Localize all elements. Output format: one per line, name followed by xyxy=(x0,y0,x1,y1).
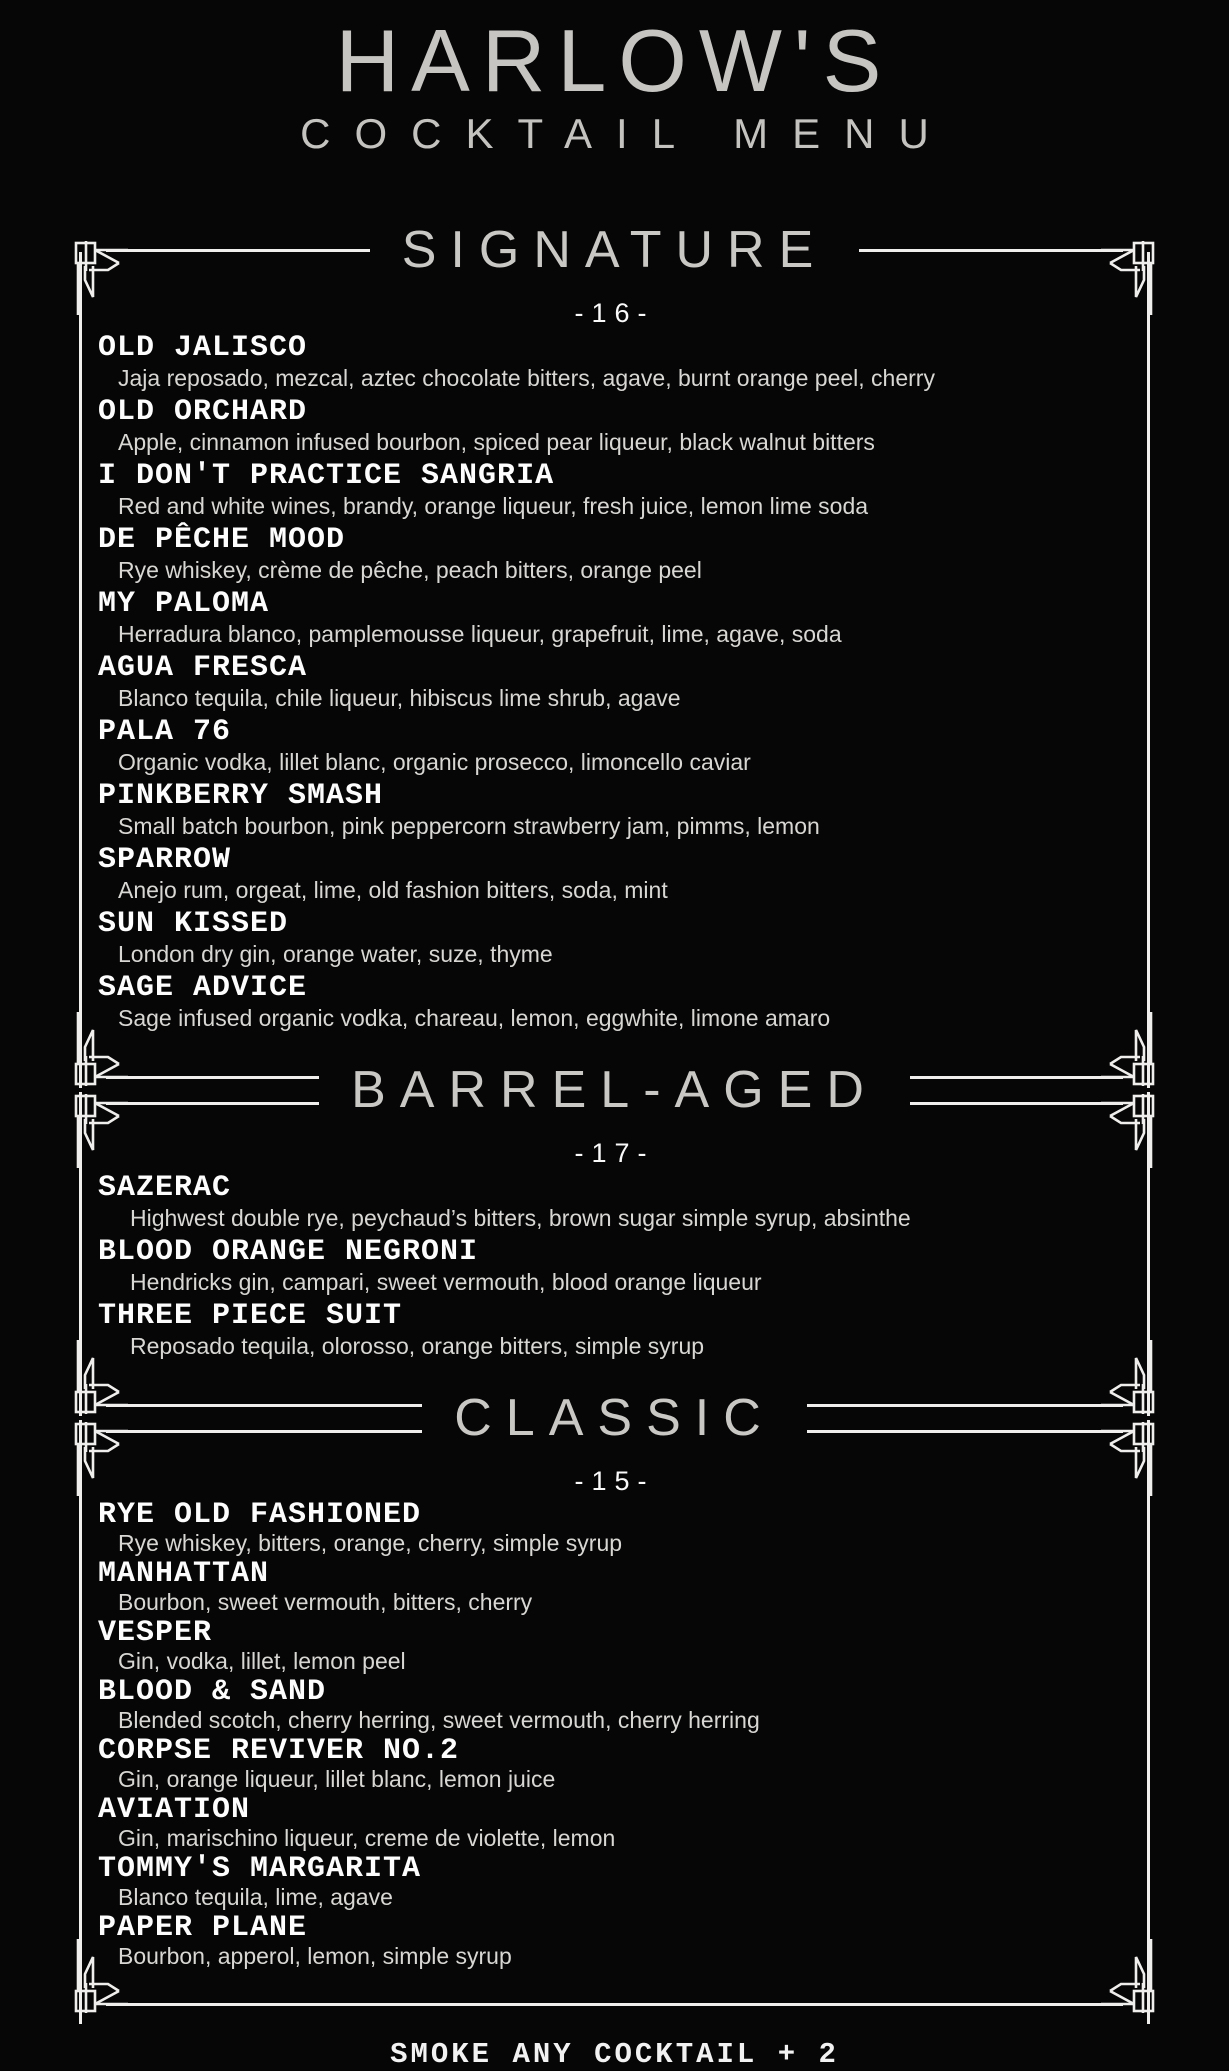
item-description: Blanco tequila, lime, agave xyxy=(118,1884,393,1910)
menu-item xyxy=(98,586,1229,650)
item-name: OLD JALISCO xyxy=(98,331,308,365)
frame-line xyxy=(106,1076,319,1079)
item-name: RYE OLD FASHIONED xyxy=(98,1498,422,1532)
frame-line-pair xyxy=(910,1076,1123,1105)
frame-line xyxy=(910,1102,1123,1105)
item-description: Hendricks gin, campari, sweet vermouth, blood orange liqueur xyxy=(130,1269,762,1295)
menu-item xyxy=(98,458,1229,522)
menu-item xyxy=(98,714,1229,778)
frame-bottom xyxy=(0,1986,1229,2022)
frame-side-line xyxy=(1147,1420,1150,2024)
section-title: SIGNATURE xyxy=(401,221,828,279)
section-header-barrel-aged xyxy=(0,1046,1229,1134)
item-description: Gin, vodka, lillet, lemon peel xyxy=(118,1648,406,1674)
corner-ornament-icon xyxy=(74,1340,128,1414)
item-name: DE PÊCHE MOOD xyxy=(98,523,346,557)
frame-line-pair xyxy=(807,1404,1123,1433)
item-description: Anejo rum, orgeat, lime, old fashion bitters, soda, mint xyxy=(118,877,668,903)
frame-line xyxy=(106,1102,319,1105)
item-name: BLOOD ORANGE NEGRONI xyxy=(98,1235,479,1269)
item-name: AGUA FRESCA xyxy=(98,651,308,685)
menu-item xyxy=(98,522,1229,586)
frame-line xyxy=(106,1430,422,1433)
item-name: VESPER xyxy=(98,1616,213,1650)
menu-header xyxy=(0,0,1229,158)
item-name: THREE PIECE SUIT xyxy=(98,1299,403,1333)
item-description: Blanco tequila, chile liqueur, hibiscus lime shrub, agave xyxy=(118,685,681,711)
item-name: SUN KISSED xyxy=(98,907,289,941)
item-name: I DON'T PRACTICE SANGRIA xyxy=(98,459,555,493)
menu-item xyxy=(98,1298,1229,1362)
item-description: Blended scotch, cherry herring, sweet vermouth, cherry herring xyxy=(118,1707,760,1733)
frame-line xyxy=(807,1430,1123,1433)
item-name: MANHATTAN xyxy=(98,1557,270,1591)
menu-item xyxy=(98,906,1229,970)
footer-note: SMOKE ANY COCKTAIL + 2 xyxy=(390,2038,839,2071)
corner-ornament-icon xyxy=(1101,1939,1155,2013)
item-description: Rye whiskey, bitters, orange, cherry, simple syrup xyxy=(118,1530,623,1556)
section-title: CLASSIC xyxy=(454,1389,775,1447)
section-price: -17- xyxy=(574,1138,655,1168)
frame-side-line xyxy=(79,1420,82,2024)
section-price: -15- xyxy=(574,1466,655,1496)
corner-ornament-icon xyxy=(74,1939,128,2013)
corner-ornament-icon xyxy=(1101,1012,1155,1086)
item-description: Rye whiskey, crème de pêche, peach bitters, orange peel xyxy=(118,557,702,583)
menu-item xyxy=(98,1734,1229,1793)
item-name: MY PALOMA xyxy=(98,587,270,621)
section-classic xyxy=(0,1462,1229,1982)
menu-item xyxy=(98,1793,1229,1852)
menu-item xyxy=(98,650,1229,714)
section-barrel-aged xyxy=(0,1134,1229,1374)
section-title: BARREL-AGED xyxy=(351,1061,878,1119)
page-subtitle: COCKTAIL MENU xyxy=(300,110,953,157)
item-name: AVIATION xyxy=(98,1793,251,1827)
item-description: Bourbon, apperol, lemon, simple syrup xyxy=(118,1943,512,1969)
item-description: Reposado tequila, olorosso, orange bitters, simple syrup xyxy=(130,1333,705,1359)
frame-line-pair xyxy=(106,1404,422,1433)
section-signature xyxy=(0,294,1229,1046)
item-name: PINKBERRY SMASH xyxy=(98,779,384,813)
item-name: PAPER PLANE xyxy=(98,1911,308,1945)
menu-item xyxy=(98,1234,1229,1298)
menu-item xyxy=(98,1557,1229,1616)
item-name: PALA 76 xyxy=(98,715,232,749)
page-title: HARLOW'S xyxy=(335,11,894,110)
menu-item xyxy=(98,970,1229,1034)
item-name: OLD ORCHARD xyxy=(98,395,308,429)
item-name: SPARROW xyxy=(98,843,232,877)
menu-item xyxy=(98,1675,1229,1734)
menu-item xyxy=(98,842,1229,906)
item-name: CORPSE REVIVER NO.2 xyxy=(98,1734,460,1768)
menu-item xyxy=(98,1498,1229,1557)
item-description: Gin, orange liqueur, lillet blanc, lemon juice xyxy=(118,1766,556,1792)
section-header-signature xyxy=(0,206,1229,294)
menu-item xyxy=(98,1911,1229,1970)
menu-item xyxy=(98,1852,1229,1911)
item-description: Apple, cinnamon infused bourbon, spiced pear liqueur, black walnut bitters xyxy=(118,429,875,455)
menu-item xyxy=(98,330,1229,394)
menu-item xyxy=(98,778,1229,842)
item-name: SAZERAC xyxy=(98,1171,232,1205)
item-name: TOMMY'S MARGARITA xyxy=(98,1852,422,1886)
item-description: Herradura blanco, pamplemousse liqueur, grapefruit, lime, agave, soda xyxy=(118,621,842,647)
item-description: Sage infused organic vodka, chareau, lemon, eggwhite, limone amaro xyxy=(118,1005,831,1031)
menu-item xyxy=(98,394,1229,458)
frame-side-line xyxy=(79,252,82,1088)
frame-line xyxy=(106,249,370,252)
frame-side-line xyxy=(1147,252,1150,1088)
section-header-classic xyxy=(0,1374,1229,1462)
frame-line xyxy=(106,1404,422,1407)
item-description: Jaja reposado, mezcal, aztec chocolate bitters, agave, burnt orange peel, cherry xyxy=(118,365,935,391)
menu-item xyxy=(98,1170,1229,1234)
corner-ornament-icon xyxy=(74,1012,128,1086)
item-description: London dry gin, orange water, suze, thyme xyxy=(118,941,553,967)
section-price: -16- xyxy=(574,298,655,328)
item-description: Gin, marischino liqueur, creme de violette, lemon xyxy=(118,1825,616,1851)
item-name: SAGE ADVICE xyxy=(98,971,308,1005)
item-description: Red and white wines, brandy, orange liqueur, fresh juice, lemon lime soda xyxy=(118,493,869,519)
corner-ornament-icon xyxy=(1101,1340,1155,1414)
item-description: Small batch bourbon, pink peppercorn strawberry jam, pimms, lemon xyxy=(118,813,820,839)
frame-line xyxy=(910,1076,1123,1079)
item-description: Highwest double rye, peychaud’s bitters, brown sugar simple syrup, absinthe xyxy=(130,1205,911,1231)
item-description: Bourbon, sweet vermouth, bitters, cherry xyxy=(118,1589,533,1615)
frame-line-pair xyxy=(106,1076,319,1105)
frame-line xyxy=(859,249,1123,252)
item-description: Organic vodka, lillet blanc, organic prosecco, limoncello caviar xyxy=(118,749,751,775)
menu-item xyxy=(98,1616,1229,1675)
item-name: BLOOD & SAND xyxy=(98,1675,327,1709)
frame-line xyxy=(106,2003,1123,2006)
frame-line xyxy=(807,1404,1123,1407)
